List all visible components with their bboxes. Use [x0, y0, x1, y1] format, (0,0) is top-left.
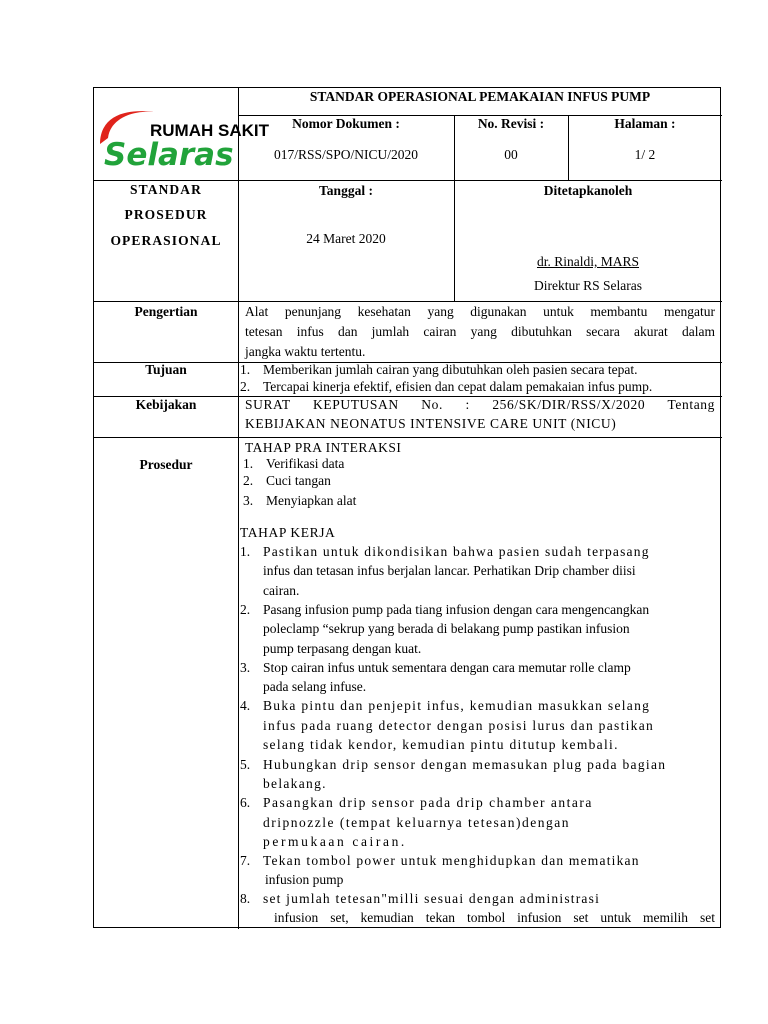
kerja-line: Hubungkan drip sensor dengan memasukan plug pada bagian	[263, 757, 667, 772]
kerja-line: Stop cairan infus untuk sementara dengan cara memutar rolle clamp	[263, 660, 631, 675]
logo-line2: Selaras	[104, 137, 234, 173]
kerja-num: 4.	[240, 698, 251, 713]
kerja-line: permukaan cairan.	[263, 834, 407, 849]
divider	[454, 115, 455, 301]
pra-num: 2.	[243, 473, 254, 488]
tujuan-num: 2.	[240, 379, 251, 394]
tujuan-label: Tujuan	[145, 362, 187, 377]
logo-swoosh-icon	[94, 88, 269, 180]
tujuan-num: 1.	[240, 362, 251, 377]
signer-title: Direktur RS Selaras	[534, 278, 642, 293]
nomor-dokumen-label: Nomor Dokumen :	[292, 116, 400, 131]
pra-item: Verifikasi data	[266, 456, 345, 471]
signer-name: dr. Rinaldi, MARS	[536, 254, 639, 269]
pra-num: 1.	[243, 456, 254, 471]
kerja-line: cairan.	[263, 583, 300, 598]
kerja-line: Buka pintu dan penjepit infus, kemudian masukkan selang	[263, 698, 651, 713]
halaman-label: Halaman :	[614, 116, 676, 131]
kerja-num: 1.	[240, 544, 251, 559]
sop-document	[93, 87, 721, 928]
spo-line: STANDAR	[130, 182, 202, 197]
tanggal-value: 24 Maret 2020	[306, 231, 386, 246]
document-title: STANDAR OPERASIONAL PEMAKAIAN INFUS PUMP	[309, 89, 651, 104]
kerja-line: infusion pump	[265, 872, 344, 887]
pengertian-line: tetesan infus dan jumlah cairan yang dibutuhkan secara akurat dalam	[245, 324, 715, 339]
kerja-line: infus pada ruang detector dengan posisi lurus dan pastikan	[263, 718, 655, 733]
tanggal-label: Tanggal :	[319, 183, 373, 198]
kebijakan-label: Kebijakan	[135, 397, 197, 412]
kerja-num: 2.	[240, 602, 251, 617]
kerja-line: Tekan tombol power untuk menghidupkan dan mematikan	[263, 853, 640, 868]
divider	[238, 88, 239, 929]
halaman-value: 1/ 2	[634, 147, 656, 162]
tahap-kerja-title: TAHAP KERJA	[240, 525, 336, 540]
kerja-line: belakang.	[263, 776, 327, 791]
kerja-line: set jumlah tetesan"milli sesuai dengan administrasi	[263, 891, 601, 906]
kerja-num: 7.	[240, 853, 251, 868]
pra-num: 3.	[243, 493, 254, 508]
prosedur-label: Prosedur	[139, 457, 193, 472]
logo-line1: RUMAH SAKIT	[150, 121, 269, 140]
hospital-logo	[94, 88, 269, 180]
kebijakan-line: KEBIJAKAN NEONATUS INTENSIVE CARE UNIT (NICU)	[245, 416, 617, 431]
tujuan-item: Memberikan jumlah cairan yang dibutuhkan oleh pasien secara tepat.	[263, 362, 638, 377]
kerja-num: 8.	[240, 891, 251, 906]
divider	[94, 301, 722, 302]
pengertian-line: jangka waktu tertentu.	[245, 344, 366, 359]
tujuan-item: Tercapai kinerja efektif, efisien dan cepat dalam pemakaian infus pump.	[263, 379, 653, 394]
kerja-line: pump terpasang dengan kuat.	[263, 641, 422, 656]
pra-item: Cuci tangan	[266, 473, 331, 488]
kerja-num: 6.	[240, 795, 251, 810]
kerja-line: Pasang infusion pump pada tiang infusion dengan cara mengencangkan	[263, 602, 650, 617]
kerja-line: poleclamp “sekrup yang berada di belakang pump pastikan infusion	[263, 621, 630, 636]
spo-line: OPERASIONAL	[110, 233, 222, 248]
kerja-line: Pastikan untuk dikondisikan bahwa pasien sudah terpasang	[263, 544, 650, 559]
divider	[94, 437, 722, 438]
pengertian-line: Alat penunjang kesehatan yang digunakan untuk membantu mengatur	[245, 304, 715, 319]
kerja-line: infus dan tetasan infus berjalan lancar. Perhatikan Drip chamber diisi	[263, 563, 636, 578]
pengertian-label: Pengertian	[134, 304, 198, 319]
kerja-line: selang tidak kendor, kemudian pintu ditutup kembali.	[263, 737, 619, 752]
pra-item: Menyiapkan alat	[266, 493, 357, 508]
kerja-num: 5.	[240, 757, 251, 772]
kerja-line: infusion set, kemudian tekan tombol infusion set untuk memilih set	[274, 910, 715, 925]
kerja-line: dripnozzle (tempat keluarnya tetesan)dengan	[263, 815, 571, 830]
nomor-dokumen-value: 017/RSS/SPO/NICU/2020	[273, 147, 419, 162]
no-revisi-value: 00	[504, 147, 518, 162]
spo-line: PROSEDUR	[124, 207, 208, 222]
no-revisi-label: No. Revisi :	[477, 116, 545, 131]
kerja-num: 3.	[240, 660, 251, 675]
kerja-line: Pasangkan drip sensor pada drip chamber antara	[263, 795, 593, 810]
ditetapkan-label: Ditetapkanoleh	[543, 183, 633, 198]
kebijakan-line: SURAT KEPUTUSAN No. : 256/SK/DIR/RSS/X/2020 Tentang	[245, 397, 715, 412]
pra-interaksi-title: TAHAP PRA INTERAKSI	[245, 440, 402, 455]
kerja-line: pada selang infuse.	[263, 679, 367, 694]
